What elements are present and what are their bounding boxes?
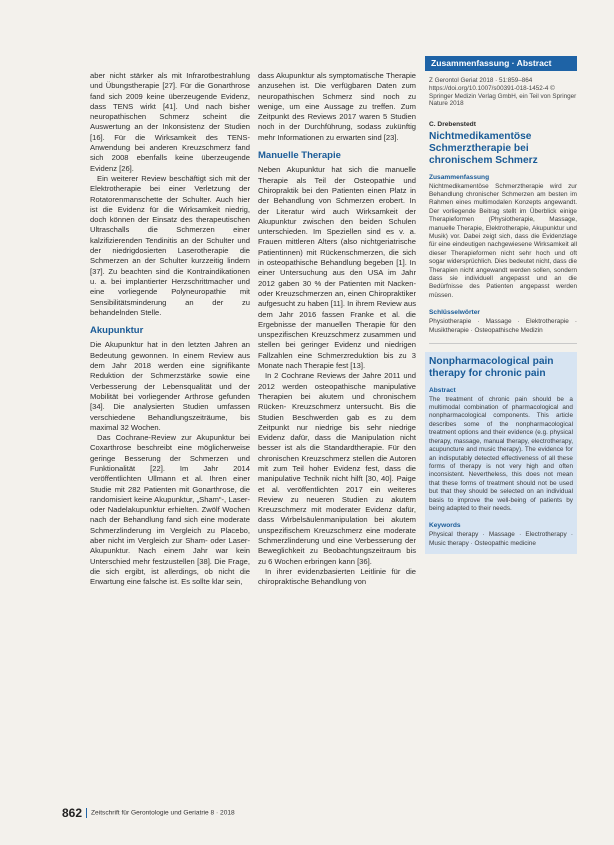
sidebar-header-band: Zusammenfassung · Abstract [425,56,577,71]
label-zusammenfassung: Zusammenfassung [429,173,490,181]
page-number: 862 [62,806,83,820]
paragraph: Ein weiterer Review beschäftigt sich mit der Elektrotherapie bei einer Verletzung der Rotatorenmanschette der Schulter. Auch hier ist die Evidenz für die Wirksamkeit niedrig, doch können der Einsatz des therapeutischen Ultraschalls die Schmerzen einer kalzifizierenden Tendinitis an der Schulter und der niedrigdosierten Laserotherapie die Schmerzen an der Schulter kurzzeitig lindern [37]. Zu beachten sind die Kontraindikationen u. a. bei implantierter Herzschrittmacher und eine vorliegende Polyneuropathie mit Sensibilitätsminderung an der zu behandelnden Stelle. [90,173,250,317]
zusammenfassung-text: Nichtmedikamentöse Schmerztherapie wird zur Behandlung chronischer Schmerzen am besten im Rahmen eines multimodalen Konzepts angewandt. Der vorliegende Beitrag stellt im Überblick einige Therapieformen (Physiotherapie, Massage, manuelle Therapie, Elektrotherapie, Akupunktur und Musik) vor. Dabei zeigt sich, dass die Evidenzlage für eine eindeutigen nachgewiesene Wirksamkeit all dieser Therapieformen nicht sehr hoch und oft sogar widersprüchlich. Dies bedeutet nicht, dass die Therapien nicht angewandt werden sollen, sondern dass sie individuell angepasst und an die Bedürfnisse des Patienten angepasst werden müssen. [429,182,577,299]
text-column-middle [258,71,416,588]
keywords-text: Physical therapy · Massage · Electrotherapy · Music therapy · Osteopathic medicine [429,531,573,547]
paragraph: Das Cochrane-Review zur Akupunktur bei Coxarthrose beschreibt eine möglicherweise geringe Besserung der Schmerzen und Funktionalität [22]. Im Jahr 2014 veröffentlichten Ullmann et al. Ihren einer Studie mit 282 Patienten mit Gonarthrose, die randomisiert keine Akupunktur, „Sham“-, Laser- oder Nadelakupunktur erhielten. Zwölf Wochen nach der Behandlung fand sich eine moderate Schmerzlinderung im Vergleich zu Placebo, aber nicht im Vergleich zur Sham- oder Laser-Akupunktur. Nach einem Jahr war kein Unterschied mehr festzustellen [38]. Die Frage, die sich ergibt, ist allerdings, ob nicht die Erwartung eine falsche ist. Es sollte klar sein, [90,433,250,587]
footer-divider [86,808,87,818]
paragraph: dass Akupunktur als symptomatische Therapie anzusehen ist. Die verfügbaren Daten zum neuropathischen Schmerz sind noch zu wenige, um eine Aussage zu treffen. Zum Zeitpunkt des Reviews 2017 waren 5 Studien noch in der Durchführung, sodass zukünftig mehr Informationen zu erwarten sind [23]. [258,71,416,142]
section-heading-akupunktur: Akupunktur [90,325,144,337]
label-abstract: Abstract [429,386,456,394]
author-name: C. Drebenstedt [429,121,476,129]
divider [429,343,577,344]
paragraph: Die Akupunktur hat in den letzten Jahren an Bedeutung gewonnen. In einem Review aus dem Jahr 2018 werden eine signifikante Reduktion der Schmerzstärke sowie eine Verbesserung der Lebensqualität und der Mobilität bei vorliegender Arthrose gefunden [34]. Die analysierten Studien umfassen verschiedene Behandlungszeiträume, bis maximal 32 Wochen. [90,340,250,432]
abstract-sidebar [425,56,577,554]
paragraph: In ihrer evidenzbasierten Leitlinie für die chiropraktische Behandlung von [258,566,416,587]
english-abstract-box [425,352,577,554]
page-footer [62,806,582,820]
article-title-de: Nichtmedikamentöse Schmerztherapie bei chronischem Schmerz [429,131,538,166]
paragraph: In 2 Cochrane Reviews der Jahre 2011 und 2012 werden osteopathische manipulative Therapien bei akutem und chronischem Rücken- Kreuzschmerz untersucht. Bis die Studien Beschwerden gab es zu dem Zeitpunkt nur niedrige bis sehr niedrige Evidenz dafür, dass die Manipulation nicht besser ist als die Standardtherapie. Für den chronischen Kreuzschmerz stellen die Autoren mit zum Teil hoher Evidenz fest, dass die manipulative Technik nicht hilft [30, 40]. Paige et al. veröffentlichten 2017 ein weiteres Review zu neueren Studien zu akutem Kreuzschmerz mit moderater Evidenz dafür, dass Wirbelsäulenmanipulation bei akutem unspezifischem Kreuzschmerz eine moderate Schmerzlinderung und eine Verbesserung der Beweglichkeit zu Beobachtungszeitraum bis zu 6 Wochen erbringen kann [36]. [258,371,416,566]
journal-name: Zeitschrift für Gerontologie und Geriatrie 8 · 2018 [91,809,235,817]
paragraph: Neben Akupunktur hat sich die manuelle Therapie als Teil der Osteopathie und Chiropraktik bei den Patienten einen Platz in der Behandlung von Schmerzen erobert. In der Literatur wird auch Wirksamkeit der Akupunktur zwischen den beiden Schulen unterschieden. Im Speziellen sind es v. a. Frauen mittleren Alters (also nichtgeriatrische Patientinnen) mit Rückenschmerzen, die sich in osteopathische Behandlung begeben [1]. In einer Untersuchung aus den USA im Jahr 2012 gaben 30 % der Patienten mit Nacken- oder Kreuzschmerzen an, einen Chiropraktiker aufgesucht zu haben [11]. In ihrem Review aus dem Jahr 2016 fassen Franke et al. die Ergebnisse der manuellen Therapie für den unspezifischen Kreuzschmerz zusammen und stellen bei geringer Evidenz und niedrigen Fallzahlen eine Schmerzreduktion bis zu 3 Monate nach Therapie fest [13]. [258,165,416,371]
schluesselwoerter-text: Physiotherapie · Massage · Elektrotherapie · Musiktherapie · Osteopathische Medizin [429,318,577,334]
paragraph: aber nicht stärker als mit Infrarotbestrahlung und Übungstherapie [27]. Für die Gonarthrose fand sich 2009 keine überzeugende Evidenz, dass TENS wirkt [41]. Und nach bisher neuropathischen Schmerz scheint die Auswertung an der Inkonsistenz der Studien [16]. Für die Wirksamkeit des TENS-Anwendung bei anderen Kreuzschmerz fand sich 2008 ebenfalls keine überzeugende Evidenz [26]. [90,71,250,173]
label-keywords: Keywords [429,522,461,530]
label-schluesselwoerter: Schlüsselwörter [429,309,480,317]
text-column-left [90,71,250,588]
section-heading-manuelle-therapie: Manuelle Therapie [258,150,341,162]
article-title-en: Nonpharmacological pain therapy for chronic pain [429,356,554,379]
citation-meta: Z Gerontol Geriat 2018 · 51:859–864 https://doi.org/10.1007/s00391-018-1452-4 © Springer Medizin Verlag GmbH, ein Teil von Springer Nature 2018 [429,77,577,108]
abstract-text: The treatment of chronic pain should be a multimodal combination of pharmacological and nonpharmacological components. This article describes some of the nonpharmacological treatment options and their evidence (e.g. physical therapy, massage, manual therapy, electrotherapy, acupuncture and music therapy). The evidence for an indisputably detected effectiveness of all these forms of therapy is not very high and often inconsistent. Nevertheless, this does not mean that these forms of treatment should not be used but that they should be selected on an individual basis to improve the well-being of patients by being adapted to their needs. [429,395,573,512]
